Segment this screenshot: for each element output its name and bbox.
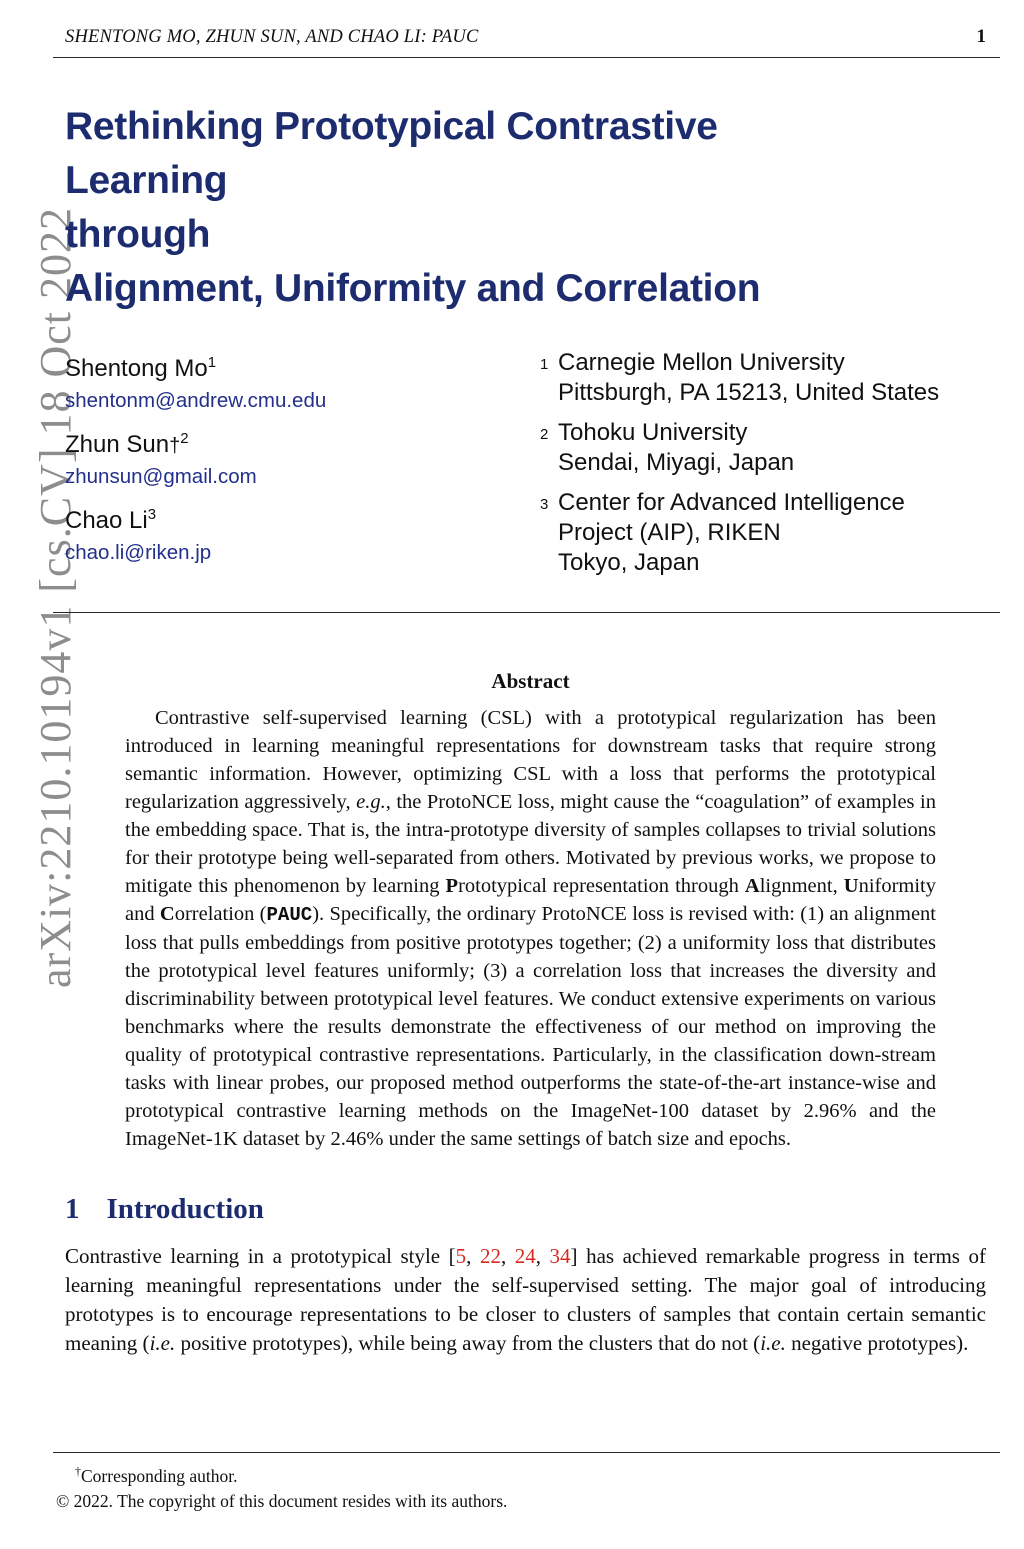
- citation-link[interactable]: 5: [455, 1244, 467, 1268]
- affiliation-lines: [558, 348, 939, 408]
- text-segment: Contrastive learning in a prototypical style [: [65, 1244, 456, 1268]
- author-block: [65, 348, 1000, 588]
- text-segment: ,: [466, 1244, 480, 1268]
- affiliation-lines: [558, 488, 905, 578]
- text-segment: i.e.: [149, 1331, 176, 1355]
- title-line: Alignment, Uniformity and Correlation: [65, 267, 761, 310]
- text-segment: ,: [500, 1244, 515, 1268]
- footnote-rule: [53, 1452, 1000, 1453]
- text-segment: PAUC: [266, 904, 313, 926]
- title-line: Learning: [65, 159, 228, 202]
- author-entry: [65, 424, 540, 490]
- author-name: Zhun Sun†$^2$: [65, 430, 189, 458]
- section-heading: [65, 1193, 1000, 1226]
- author-name: Shentong Mo$^1$: [65, 354, 217, 382]
- text-segment: orrelation (: [174, 903, 267, 925]
- page-content: [53, 26, 1000, 1358]
- copyright-footnote: © 2022. The copyright of this document resides with its authors.: [56, 1490, 508, 1511]
- affiliation-number: 1: [540, 356, 549, 373]
- title-line: through: [65, 213, 211, 256]
- page-number: 1: [976, 26, 986, 47]
- affiliation-line: Pittsburgh, PA 15213, United States: [558, 379, 940, 406]
- author-email-link[interactable]: shentonm@andrew.cmu.edu: [65, 389, 327, 412]
- intro-paragraph: [65, 1242, 986, 1358]
- citation-link[interactable]: 24: [514, 1244, 536, 1268]
- section-divider-rule: [53, 612, 1000, 613]
- citation-link[interactable]: 34: [549, 1244, 571, 1268]
- text-segment: , the ProtoNCE loss, might cause the “coagulation” of examples in the embedding space. That is, the intra-prototype diversity of samples collapses to trivial solutions for their prototype being well-separated from others. Motivated by previous works, we propose to mitigate this phenomenon by learning: [125, 791, 936, 897]
- abstract-text: [125, 704, 936, 1153]
- author-entry: [65, 500, 540, 566]
- affiliation-line: Sendai, Miyagi, Japan: [558, 449, 795, 476]
- author-email-link[interactable]: zhunsun@gmail.com: [65, 465, 257, 488]
- paper-title: [65, 100, 1000, 316]
- abstract-heading: Abstract: [491, 669, 570, 693]
- affiliation-line: Project (AIP), RIKEN: [558, 519, 781, 546]
- text-segment: i.e.: [760, 1331, 786, 1355]
- text-segment: rototypical representation through: [458, 875, 745, 897]
- affiliation-number: 3: [540, 496, 549, 513]
- affiliation-line: Tokyo, Japan: [558, 549, 700, 576]
- authors-list: [65, 348, 540, 588]
- text-segment: ). Specifically, the ordinary ProtoNCE loss is revised with: (1) an alignment loss that pulls embeddings from positive prototypes together; (2) a uniformity loss that distributes the prototypical level features uniformly; (3) a correlation loss that increases the diversity and discriminability between prototypical level features. We conduct extensive experiments on various benchmarks where the results demonstrate the effectiveness of our method on improving the quality of prototypical contrastive representations. Particularly, in the classification down-stream tasks with linear probes, our proposed method outperforms the state-of-the-art instance-wise and prototypical contrastive learning methods on the ImageNet-100 dataset by 2.96% and the ImageNet-1K dataset by 2.46% under the same settings of batch size and epochs.: [125, 903, 937, 1150]
- affiliation-lines: [558, 418, 794, 478]
- footnote-text: Corresponding author.: [81, 1465, 238, 1486]
- text-segment: ] has achieved remarkable progress in terms of learning meaningful representations under the self-supervised setting. The major goal of introducing prototypes is to encourage representations to be closer to clusters of samples that contain certain semantic meaning (: [65, 1244, 987, 1355]
- affiliation-entry: [540, 418, 1000, 478]
- author-affiliation-number: 3: [147, 506, 157, 523]
- affiliation-entry: [540, 488, 1000, 578]
- text-segment: e.g.: [356, 791, 386, 813]
- text-segment: U: [843, 875, 859, 897]
- page-header: [65, 26, 986, 48]
- author-entry: [65, 348, 540, 414]
- affiliation-line: Tohoku University: [558, 419, 748, 446]
- text-segment: Contrastive self-supervised learning (CSL) with a prototypical regularization has been introduced in learning meaningful representations for downstream tasks that require strong semantic information. However, optimizing CSL with a loss that performs the prototypical regularization aggressively,: [125, 707, 936, 813]
- title-line: Rethinking Prototypical Contrastive: [65, 105, 718, 148]
- footnote-block: [53, 1452, 1000, 1514]
- affiliation-line: Carnegie Mellon University: [558, 349, 845, 376]
- affiliation-entry: [540, 348, 1000, 408]
- text-segment: negative prototypes).: [785, 1331, 969, 1355]
- header-rule: [53, 57, 1000, 58]
- citation-link[interactable]: 22: [479, 1244, 501, 1268]
- section-number: 1: [65, 1193, 80, 1225]
- affiliation-number: 2: [540, 426, 549, 443]
- affiliation-line: Center for Advanced Intelligence: [558, 489, 905, 516]
- affiliations-list: [540, 348, 1000, 588]
- abstract-section: [125, 669, 936, 1153]
- author-name: Chao Li$^3$: [65, 506, 157, 534]
- text-segment: C: [159, 903, 175, 925]
- text-segment: P: [445, 875, 459, 897]
- text-segment: niformity and: [125, 875, 936, 925]
- text-segment: lignment,: [759, 875, 844, 897]
- running-header: SHENTONG MO, ZHUN SUN, AND CHAO LI: PAUC: [65, 27, 479, 47]
- author-affiliation-number: 2: [180, 430, 189, 447]
- text-segment: A: [744, 875, 760, 897]
- text-segment: positive prototypes), while being away from the clusters that do not (: [175, 1331, 761, 1355]
- arxiv-watermark: arXiv:2210.10194v1 [cs.CV] 18 Oct 2022: [31, 206, 80, 988]
- text-segment: ,: [535, 1244, 550, 1268]
- section-title: Introduction: [106, 1193, 264, 1225]
- author-email-link[interactable]: chao.li@riken.jp: [65, 541, 212, 564]
- author-affiliation-number: 1: [207, 354, 217, 371]
- footnote-dagger: †: [75, 1464, 81, 1478]
- corresponding-author-footnote: [53, 1459, 1000, 1489]
